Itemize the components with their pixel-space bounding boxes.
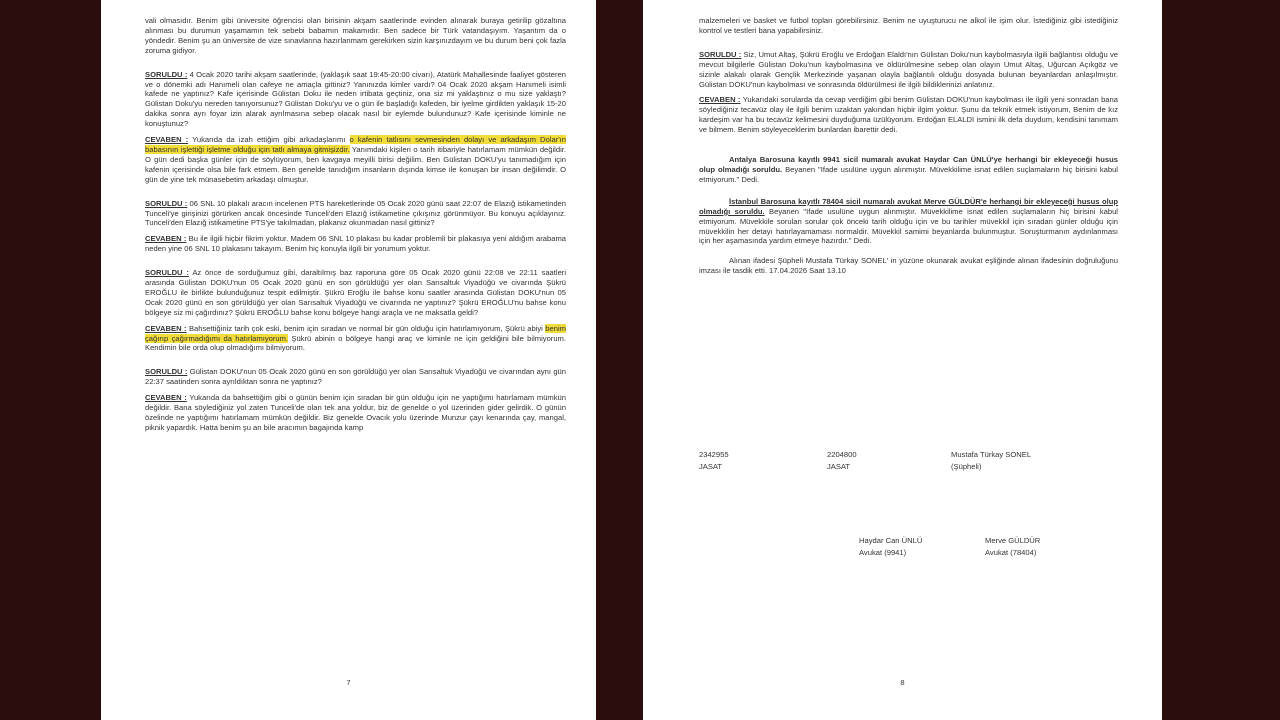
paragraph-text: 4 Ocak 2020 tarihi akşam saatlerinde, (yaklaşık saat 19:45-20:00 civarı), Atatürk Mahallesinde faaliyet gösteren ve o dönemki adı Hanımeli olan cafeye ne amaçla gittiniz? Yanınızda kimler vardı? 04 Ocak 2020 akşam Hanımeli isimli kafede ne yaptınız? Kafe içerisinde Gülistan Doku ile neden irtibata geçtiniz, ona siz mi yaklaştınız o mu size yaklaştı? Gülistan Doku'yu nereden tanıyorsunuz? Gülistan Doku'yu ve o gün ile başladığı kafeden, bir iyelme girdikten yaklaşık 15-20 dakika sonra ayrı foyar izin alarak ayrılmasına sebep olacak nasıl bir eylemde bulundunuz? Kafe içerisinde kiminle ne konuştunuz? [145, 69, 566, 129]
answer-label: CEVABEN : [145, 135, 189, 145]
answer-label: CEVABEN : [145, 234, 187, 244]
page-number: 8 [900, 678, 905, 688]
document-page-8 [643, 0, 1162, 720]
qa-paragraph [145, 70, 566, 129]
paragraph-text: Şükrü abinin o bölgeye hangi araç ve kiminle ne için geldiğini bile bilmiyorum. Kendimin bile orda olup olmadığımı bilmiyorum. [145, 333, 566, 353]
question-label: SORULDU : [145, 69, 188, 79]
paragraph-gap [145, 260, 566, 268]
text-paragraph [699, 16, 1118, 36]
closing-statement: Alınan ifadesi Şüpheli Mustafa Türkay SONEL' in yüzüne okunarak avukat eşliğinde alınan ifadesinin doğruluğunu imzası ile tasdik etti. 17.04.2026 Saat 13.10 [699, 256, 1118, 276]
qa-paragraph [699, 50, 1118, 90]
paragraph-gap [145, 62, 566, 70]
paragraph-gap [145, 191, 566, 199]
qa-paragraph [145, 367, 566, 387]
highlighted-text: o kafenin tatlısını sevmesinden dolayı ve arkadaşım Dolar'ın babasının işlettiği işletme olduğu için tatlı almaya gitmişizdir. [145, 135, 566, 154]
answer-label: CEVABEN : [145, 323, 187, 333]
question-label: SORULDU : [145, 367, 188, 377]
lawyer-statement-1: Antalya Barosuna kayıtlı 9941 sicil numaralı avukat Haydar Can ÜNLÜ'ye herhangi bir ekleyeceği husus olup olmadığı soruldu. Beyanen "Ifade usulüne uygun alınmıştır. Müvekkilime isnat edilen suçlamaların hiç birisini kabul etmiyorum." Dedi. [699, 155, 1118, 184]
qa-paragraph [145, 234, 566, 254]
signature-block-lawyer-1: Haydar Can ÜNLÜ Avukat (9941) [859, 536, 923, 557]
paragraph-text: Gülistan DOKU'nun 05 Ocak 2020 günü en son görüldüğü yer olan Sarısaltuk Viyadüğü ve civarından aynı gün 22:37 saatinden sonra ayrıldıktan sonra ne yaptınız? [145, 367, 566, 387]
lawyer-statement-2: İstanbul Barosuna kayıtlı 78404 sicil numaralı avukat Merve GÜLDÜR'e herhangi bir ekleyeceği husus olup olmadığı soruldu. Beyanen "Ifade usulüne uygun alınmıştır. Müvekkilime isnat edilen suçlamaların hiç birisini kabul etmiyorum. Müvekkile sorulan sorular çok önceki tarih olduğu için ve bu tarihler müvekkil için sıradan günler olduğu için müvekkilin her detayı hatırlayamaması normaldir. Müvekkil samimi beyanlarda bulunmuştur. Soruşturmanın aydınlanması için her aşamasında yardım etmeye hazırdır." Dedi. [699, 196, 1118, 246]
paragraph-text: 06 SNL 10 plakalı aracın incelenen PTS hareketlerinde 05 Ocak 2020 günü saat 22:07 de Elazığ istikametinden Tunceli'ye girişinizi görürken ancak öncesinde Tunceli'den Elazığ istikametine çıkışınız görünmüyor. Bu konuyu açıklayınız. Tunceli'den Elazığ istikametine PTS'ye takılmadan, plakanız okunmadan nasıl gittiniz? [145, 198, 566, 228]
qa-paragraph [145, 135, 566, 185]
answer-label: CEVABEN : [145, 393, 187, 403]
signature-block-2: 2204800 JASAT [827, 450, 857, 471]
page-8-body [699, 16, 1118, 135]
paragraph-text: Yukarıda da bahsettiğim gibi o günün benim için sıradan bir gün olduğu için ne yaptığımı hatırlamam mümkün değildir. Bana söylediğiniz yol zaten Tunceli'de olan tek ana yoldur, biz de genelde o yol üzerinden gider gelirdik. O günün özelinde ne yaptığımı hatırlamam mümkün değildir. Biz genelde Ovacık yolu üzerinde Munzur çayı kenarında çay, mangal, piknik yapardık. Hatta benim şu an bile aracımın bagajında kamp [145, 393, 566, 432]
paragraph-gap [699, 42, 1118, 50]
answer-label: CEVABEN : [699, 95, 741, 105]
signature-block-1: 2342955 JASAT [699, 450, 729, 471]
paragraph-text: Bahsettiğiniz tarih çok eski, benim için sıradan ve normal bir gün olduğu için hatırlamıyorum, Şükrü abiyi [186, 323, 546, 333]
page-7-body [145, 16, 566, 433]
paragraph-text: Yanımdaki kişileri o tarih itibariyle hatırlamam mümkün değildir. O gün dedi başka günler için de söylüyorum, ben kavgaya meyilli birisi değilim. Ben Gülistan DOKU'yu tanımadığım için kafenin içerisinde olsa bile fark etmem. Ben genelde tanıdığım insanların dışında kimse ile konuşan bir insan değilimdir. O gün de yine tek münasebetim arkadaşı olmuştur. [145, 144, 566, 184]
question-label: SORULDU : [145, 268, 189, 278]
question-label: SORULDU : [699, 49, 742, 59]
question-label: SORULDU : [145, 198, 188, 208]
signature-block-suspect: Mustafa Türkay SONEL (Şüpheli) [951, 450, 1032, 471]
paragraph-text: Siz, Umut Altaş, Şükrü Eroğlu ve Erdoğan Elaldı'nın Gülistan Doku'nun kaybolmasıyla ilgili bağlantısı olduğu ve mevcut bilgilerle Gülistan Doku'nun kaybolmasına ve öldürülmesine sebep olan olayın Umut Altaş, Uğurcan Açıkgöz ve sizinle alakalı olarak Gençlik Merkezinde yaşanan olayla bağlantılı olduğu dosyada bulunan beyanlardan anlaşılmıştır. Gülistan DOKU'nun kaybolması ve sonrasında öldürülmesi ile ilgili bildiklerinizi anlatınız. [699, 49, 1118, 89]
page-number: 7 [346, 678, 351, 688]
paragraph-text: Az önce de sorduğumuz gibi, daraltılmış baz raporuna göre 05 Ocak 2020 günü 22:08 ve 22:11 saatleri arasında Gülistan DOKU'nun 05 Ocak 2020 günü en son görüldüğü yer olan Sarısaltuk Viyadüğü ve civarında Şükrü EROĞLU ile birlikte bulunduğunuz tespit edilmiştir. Şükrü Eroğlu ile bahse konu saatler arasında Gülistan DOKU'nun 05 Ocak 2020 günü en son görüldüğü yer olan Sarısaltuk Viyadüğü ve civarında ne yaptınız? Şükrü EROĞLU'nu bahse konu bölgeye siz mi çağırdınız? Şükrü EROĞLU bahse konu bölgeye hangi araçla ve ne maksatla geldi? [145, 268, 567, 317]
paragraph-text: vali olmasıdır. Benim gibi üniversite öğrencisi olan birisinin akşam saatlerinde evinden alınarak buraya getirilip gözaltına alınması bu durumun yaşamamın tek sebebi babamın makamıdır. Ben sadece bir Türk vatandaşıyım. Yaşantım da o yöndedir. Benim şu an üniversite de vize sınavlarına hazırlanmam gerekirken sizin karşınızdayım ve bu durum beni çok fazla zoruma gidiyor. [145, 16, 566, 55]
highlighted-text: benim çağırıp çağırmadığımı da hatırlamıyorum. [145, 323, 566, 343]
paragraph-text: Yukarıda da izah ettiğim gibi arkadaşlarımı [188, 135, 350, 145]
signature-block-lawyer-2: Merve GÜLDÜR Avukat (78404) [985, 536, 1041, 557]
qa-paragraph [145, 324, 566, 354]
paragraph-text: Yukarıdaki sorularda da cevap verdiğim gibi benim Gülistan DOKU'nun kaybolması ile ilgili yeni sonradan bana söylediğiniz tecavüz olay ile ilgili benim uzaktan yakından hiçbir ilgim yoktur. Şunu da teknik etmek istiyorum, Benim de kız kardeşim var ha bu tecavüz kelimesini duyduğuma üzülüyorum. Erdoğan ELALDI ismini ilk defa duydum, kendisini tanımam ve bilmem. Benim söyleyeceklerim bunlardan ibarettir dedi. [699, 95, 1118, 135]
qa-paragraph [699, 95, 1118, 135]
document-page-7 [101, 0, 596, 720]
qa-paragraph [145, 393, 566, 433]
qa-paragraph [145, 268, 566, 318]
paragraph-gap [145, 359, 566, 367]
paragraph-text: Bu ile ilgili hiçbir fikrim yoktur. Madem 06 SNL 10 plakası bu kadar problemli bir plakasıya yeni aldığım arabama neden yine 06 SNL 10 plakasını takayım. Benim hiç konuyla ilgili bir yorumum yoktur. [145, 234, 566, 254]
qa-paragraph [145, 199, 566, 229]
text-paragraph [145, 16, 566, 56]
paragraph-text: malzemeleri ve basket ve futbol topları görebilirsiniz. Benim ne uyuşturucu ne alkol ile işim olur. İstediğiniz gibi istediğiniz kontrol ve testleri bana yapabilirsiniz. [699, 16, 1118, 35]
